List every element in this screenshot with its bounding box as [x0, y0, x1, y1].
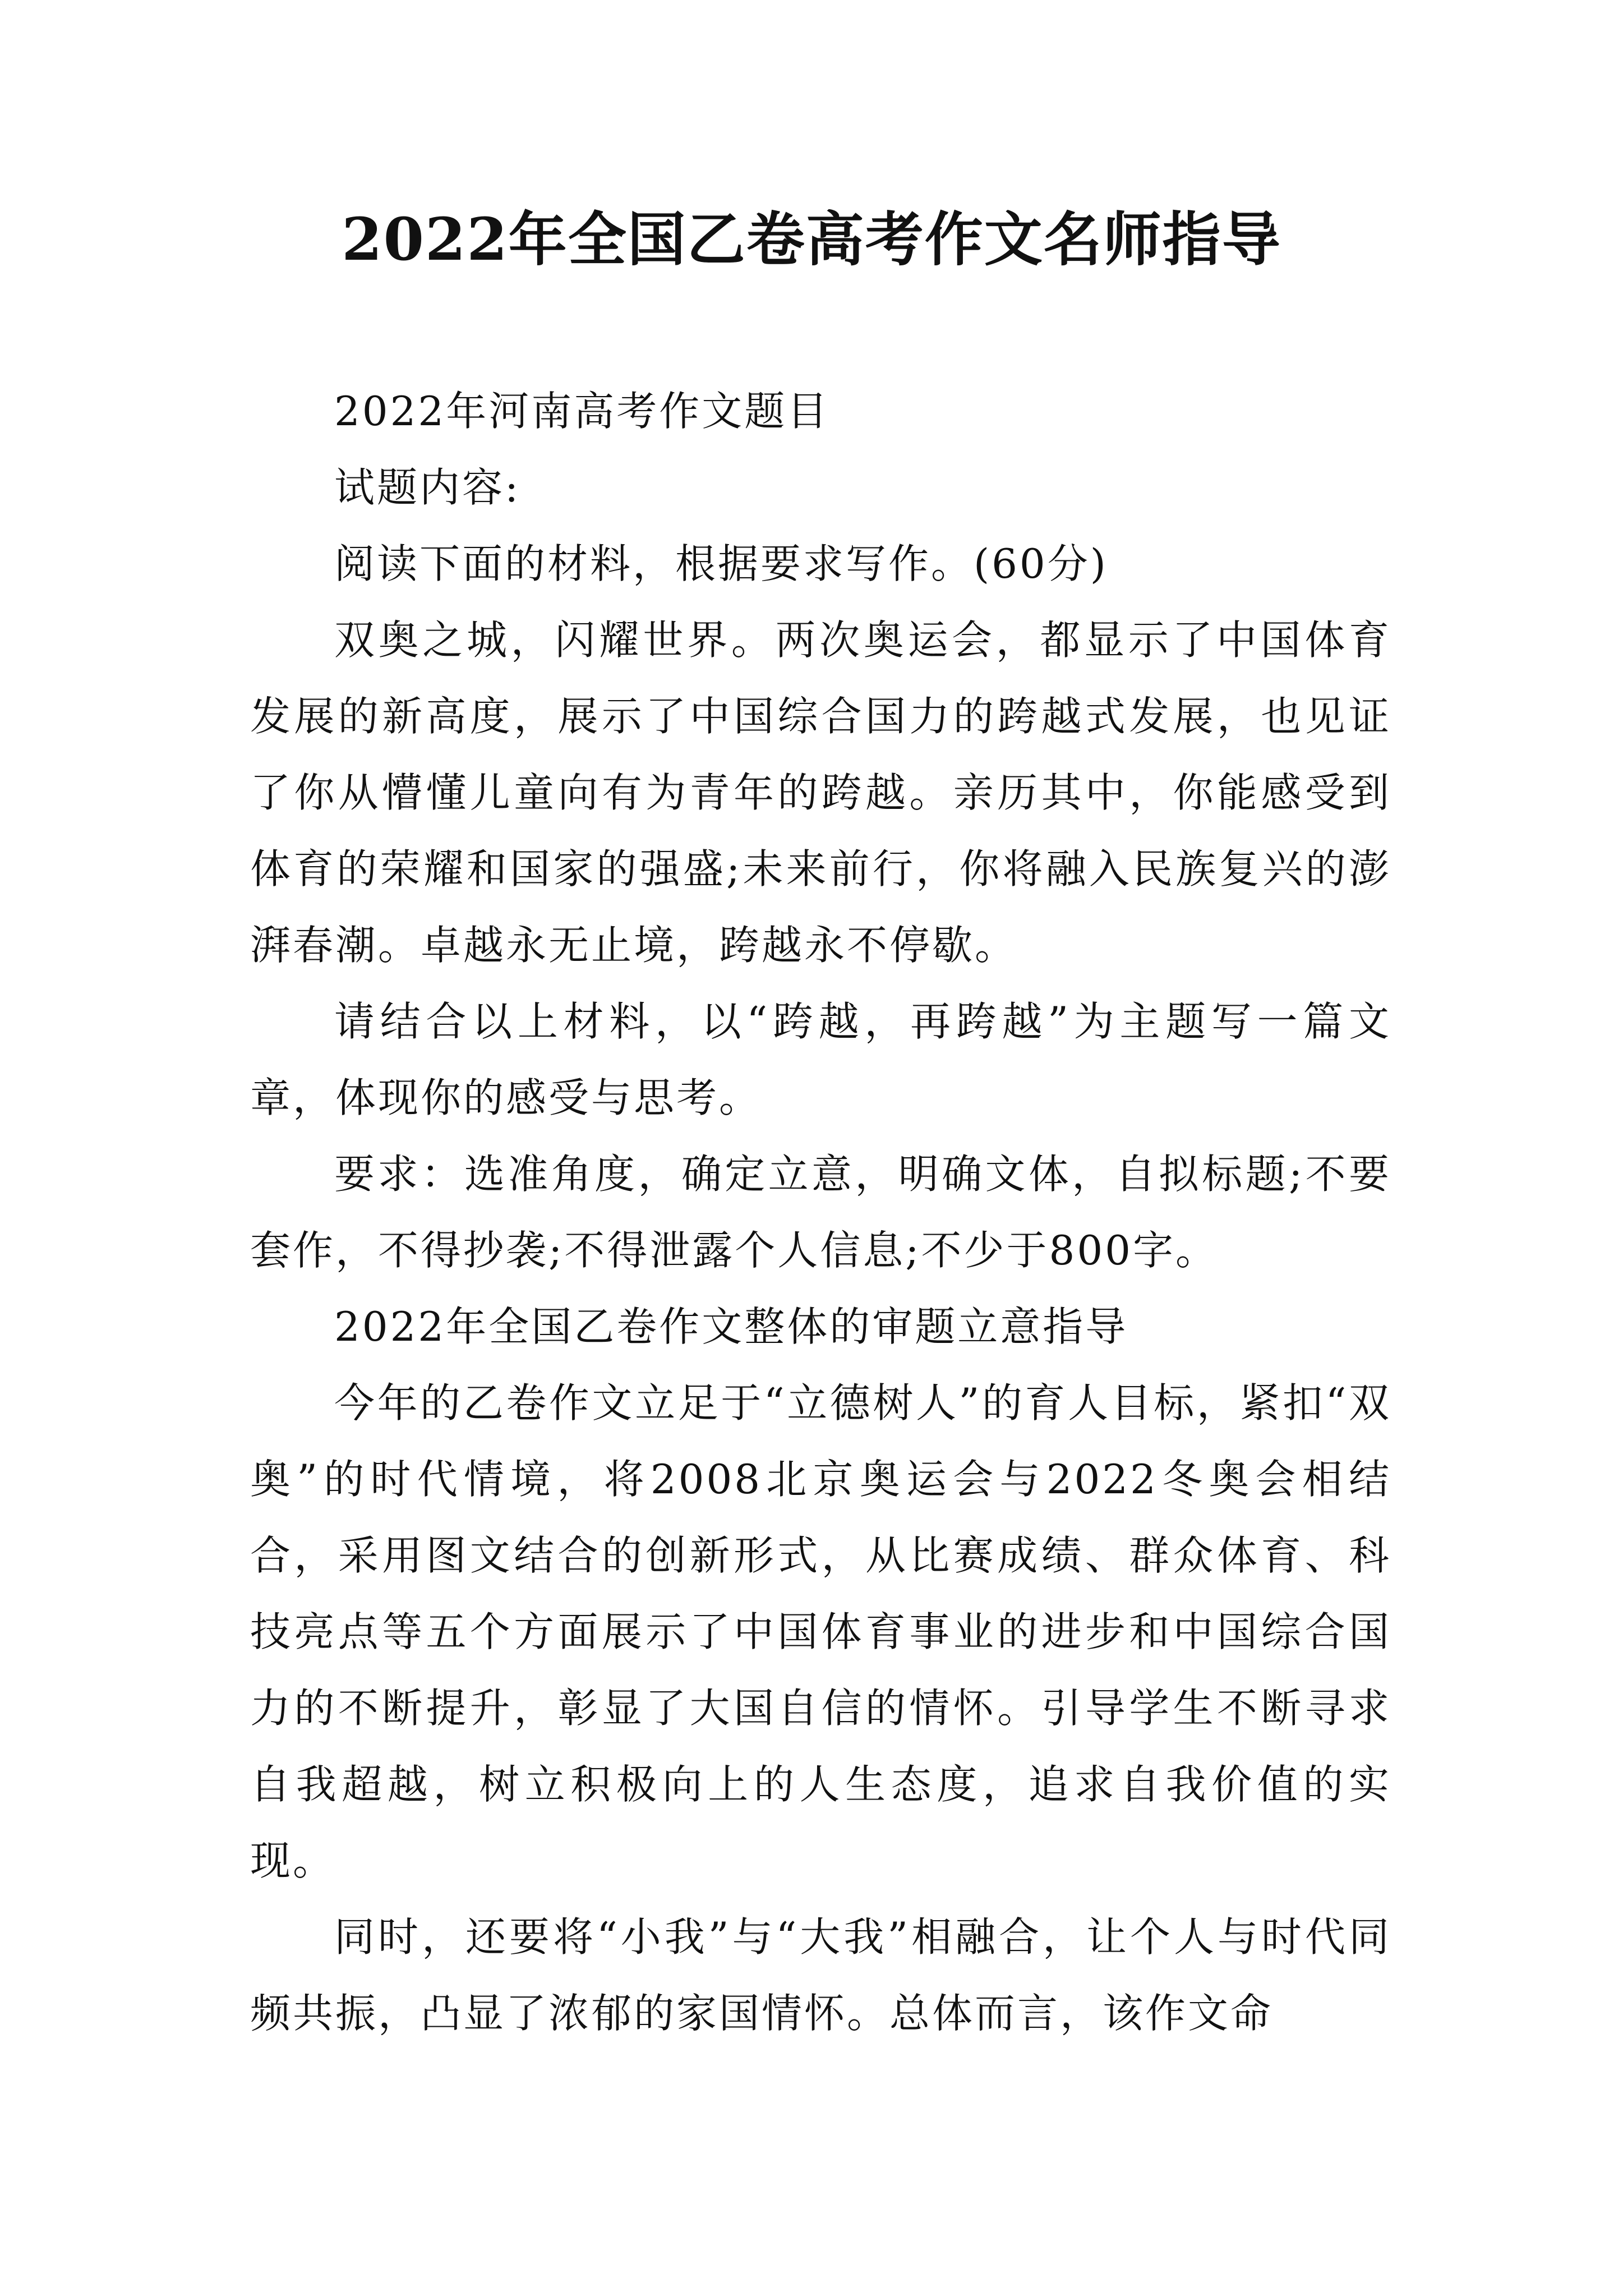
- paragraph-exam-heading: 2022年河南高考作文题目: [334, 388, 830, 435]
- paragraph-conclusion: 同时，还要将“小我”与“大我”相融合，让个人与时代同频共振，凸显了浓郁的家国情怀。总体而言，该作文命: [250, 1913, 1391, 2037]
- document-body: [250, 373, 1391, 2051]
- document-title: 2022年全国乙卷高考作文名师指导: [342, 205, 1281, 274]
- paragraph-guidance-heading: 2022年全国乙卷作文整体的审题立意指导: [334, 1303, 1128, 1350]
- paragraph-analysis: 今年的乙卷作文立足于“立德树人”的育人目标，紧扣“双奥”的时代情境，将2008北京奥运会与2022冬奥会相结合，采用图文结合的创新形式，从比赛成绩、群众体育、科技亮点等五个方面展示了中国体育事业的进步和中国综合国力的不断提升，彰显了大国自信的情怀。引导学生不断寻求自我超越，树立积极向上的人生态度，追求自我价值的实现。: [250, 1379, 1391, 1884]
- paragraph-instructions: 阅读下面的材料，根据要求写作。(60分): [334, 540, 1108, 587]
- paragraph-requirements: 要求：选准角度，确定立意，明确文体，自拟标题;不要套作，不得抄袭;不得泄露个人信息;不少于800字。: [250, 1151, 1391, 1274]
- paragraph-content-label: 试题内容:: [334, 464, 521, 511]
- paragraph-task: 请结合以上材料，以“跨越，再跨越”为主题写一篇文章，体现你的感受与思考。: [250, 998, 1391, 1121]
- paragraph-material: 双奥之城，闪耀世界。两次奥运会，都显示了中国体育发展的新高度，展示了中国综合国力的跨越式发展，也见证了你从懵懂儿童向有为青年的跨越。亲历其中，你能感受到体育的荣耀和国家的强盛;未来前行，你将融入民族复兴的澎湃春潮。卓越永无止境，跨越永不停歇。: [250, 616, 1391, 969]
